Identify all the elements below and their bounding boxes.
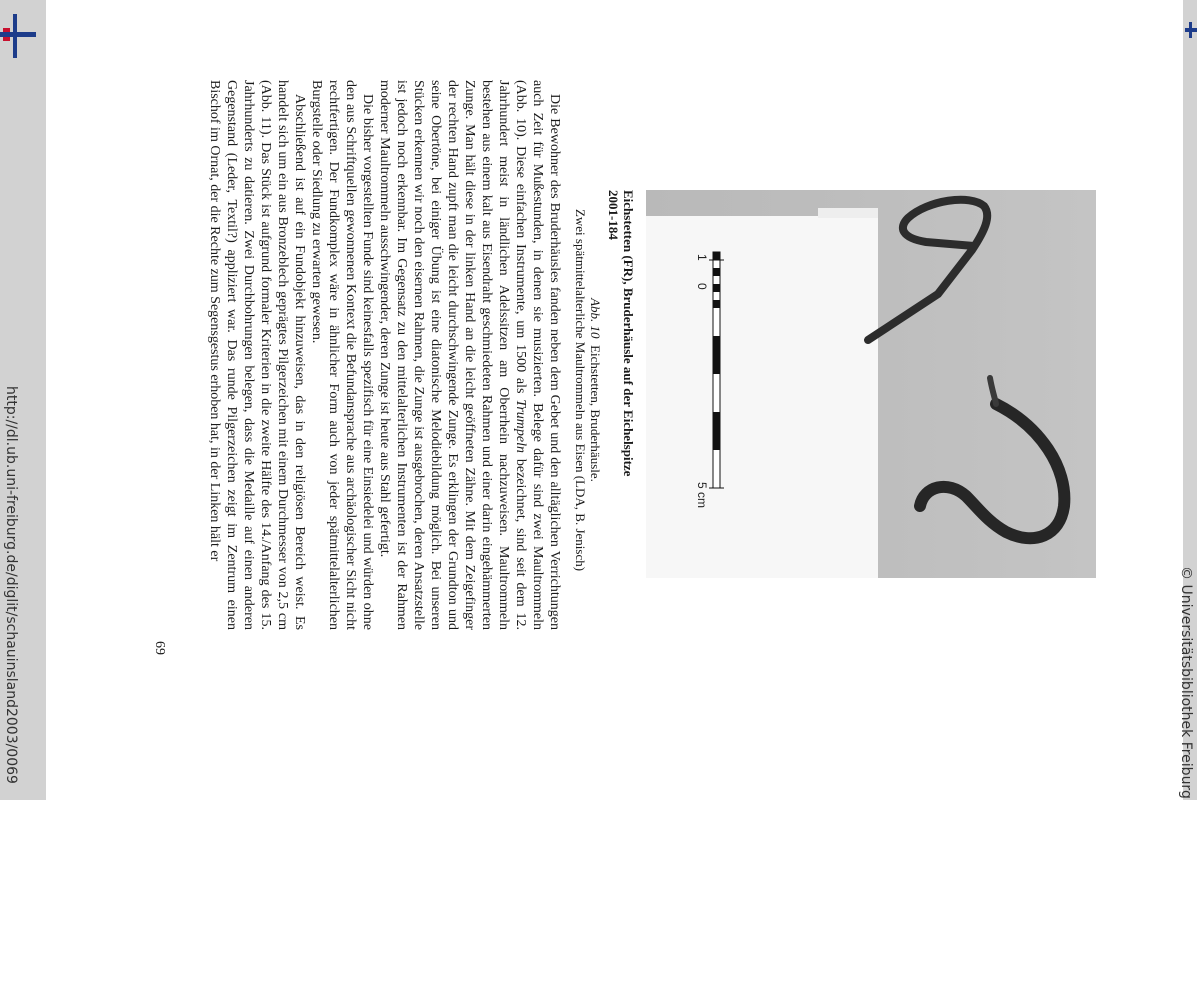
figure-caption-line2: Zwei spätmittelalterliche Maultrommeln aus Eisen (LDA, B. Jenisch)	[573, 208, 588, 572]
svg-text:1: 1	[695, 254, 709, 261]
figure-caption	[573, 190, 636, 590]
paragraph-2: Die bisher vorgestellten Funde sind keinesfalls spezifisch für eine Einsiedelei und würden ohne den aus Schriftquellen gewonnenen Kontext die Befundansprache aus archäologischer Sicht nicht rechtfertigen. Der Fundkomplex wäre in ähnlicher Form auch von jeder spätmittelalterlichen Burgstelle oder Siedlung zu erwarten gewesen.	[309, 80, 375, 630]
copyright-notice-right: © Universitätsbibliothek Freiburg	[1178, 566, 1194, 799]
library-logo-icon	[0, 14, 36, 58]
figure-id: 2001-184	[606, 190, 621, 240]
figure-title: Eichstetten (FR), Bruderhäusle auf der Eichelspitze	[621, 190, 636, 477]
source-url[interactable]: http://dl.ub.uni-freiburg.de/diglit/schauinsland2003/0069	[3, 386, 19, 784]
figure-photo	[646, 190, 1096, 578]
figure-caption-line1: Abb. 10 Eichstetten, Bruderhäusle.	[588, 298, 603, 482]
jaw-harp-2	[920, 404, 1064, 538]
jaw-harp-1	[868, 200, 987, 340]
paragraph-3: Abschließend ist auf ein Fundobjekt hinzuweisen, das in den religiösen Bereich weist. Es handelt sich um ein aus Bronzeblech geprägtes Pilgerzeichen mit einem Durchmesser von 2,5 cm (Abb. 11). Das Stück ist aufgrund formaler Kriterien in die zweite Hälfte des 14./Anfang des 15. Jahrhunderts zu datieren. Zwei Durchbohrungen belegen, dass die Medaille auf einen anderen Gegenstand (Leder, Textil?) appliziert war. Das runde Pilgerzeichen zeigt im Zentrum einen Bischof im Ornat, der die Rechte zum Segensgestus erhoben hat, in der Linken hält er	[207, 80, 307, 630]
library-logo-icon-right	[1185, 22, 1197, 38]
paragraph-1: Die Bewohner des Bruderhäusles fanden neben dem Gebet und den alltäglichen Verrichtungen auch Zeit für Mußestunden, in denen sie musizierten. Belege dafür sind zwei Maultrommeln (Abb. 10). Diese einfachen Instrumente, um 1500 als Trumpeln bezeichnet, sind seit dem 12. Jahrhundert meist in ländlichen Adelssitzen am Oberrhein nachzuweisen. Maultrommeln bestehen aus einem kalt aus Eisendraht geschmiedeten Rahmen und einer darin eingehämmerten Zunge. Man hält diese in der linken Hand an die leicht geöffneten Zähne. Mit dem Zeigefinger der rechten Hand zupft man die leicht durchschwingende Zunge. Es erklingen der Grundton und seine Obertöne, bei einiger Übung ist eine diatonische Melodiebildung möglich. Bei unseren Stücken erkennen wir noch den eisernen Rahmen, die Zunge ist ausgebrochen, deren Ansatzstelle ist jedoch noch erkennbar. Im Gegensatz zu den mittelalterlichen Instrumenten ist der Rahmen moderner Maultrommeln ausschwingender, deren Zunge ist heute aus Stahl gefertigt.	[377, 80, 562, 630]
scanned-page	[46, 0, 1131, 800]
scale-label-zero: 0	[695, 283, 709, 290]
scale-label-end: 5 cm	[695, 482, 709, 509]
page-number: 69	[152, 641, 167, 655]
photo-label-card	[646, 216, 878, 578]
article-body	[206, 80, 563, 630]
